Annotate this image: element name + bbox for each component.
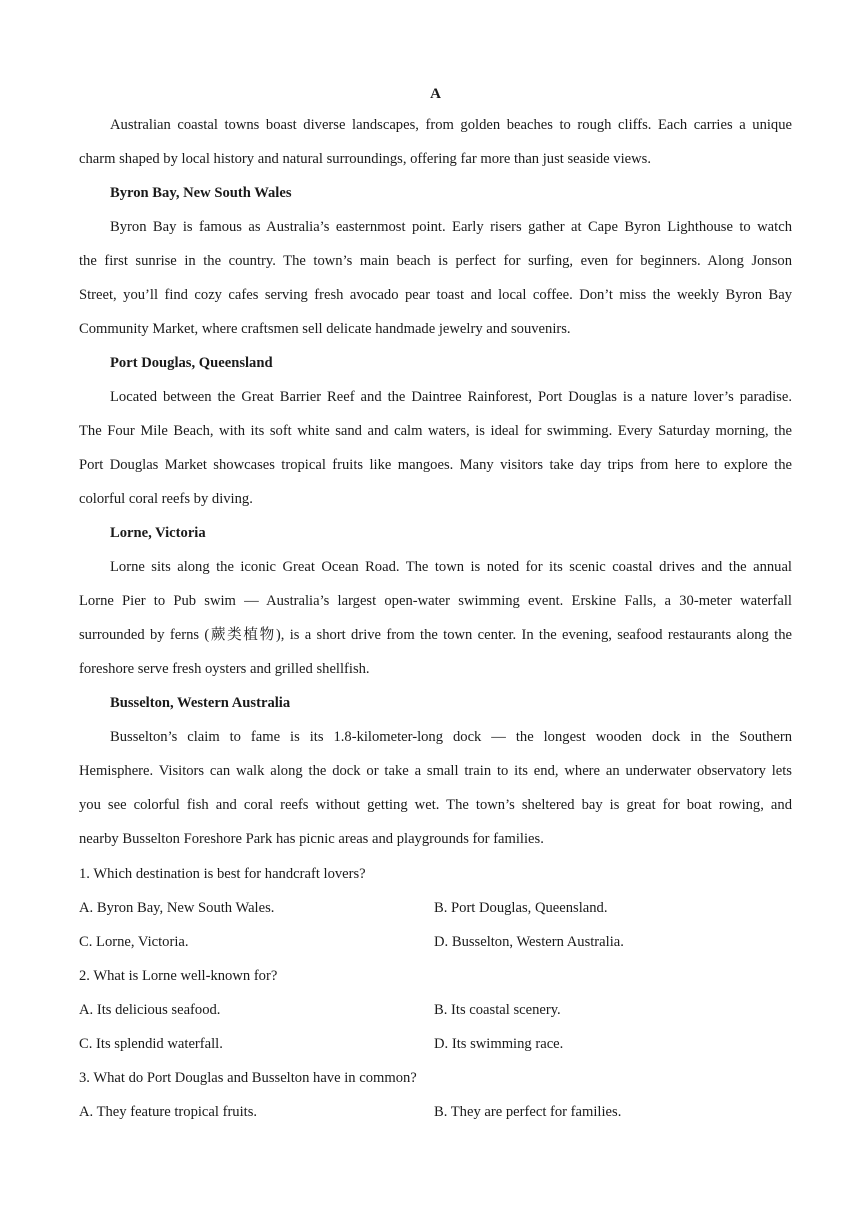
intro-line: Australian coastal towns boast diverse landscapes, from golden beaches to rough cliffs. Each carries a unique	[110, 117, 792, 133]
answer-option: A. They feature tropical fruits.	[79, 1104, 258, 1120]
paragraph-line: surrounded by ferns (蕨类植物), is a short drive from the town center. In the evening, seafood restaurants along the	[79, 627, 792, 643]
answer-option: D. Its swimming race.	[434, 1036, 564, 1052]
section-heading: Busselton, Western Australia	[110, 695, 291, 711]
paragraph-line: Street, you’ll find cozy cafes serving fresh avocado pear toast and local coffee. Don’t miss the weekly Byron Bay	[79, 287, 792, 303]
passage-label: A	[430, 86, 441, 102]
answer-option: A. Byron Bay, New South Wales.	[79, 900, 275, 916]
answer-option: B. Port Douglas, Queensland.	[434, 900, 608, 916]
answer-option: B. They are perfect for families.	[434, 1104, 622, 1120]
paragraph-line: Busselton’s claim to fame is its 1.8-kilometer-long dock — the longest wooden dock in the Southern	[110, 729, 792, 745]
answer-option: A. Its delicious seafood.	[79, 1002, 221, 1018]
answer-option: D. Busselton, Western Australia.	[434, 934, 624, 950]
section-heading: Port Douglas, Queensland	[110, 355, 273, 371]
paragraph-line: The Four Mile Beach, with its soft white sand and calm waters, is ideal for swimming. Every Saturday morning, the	[79, 423, 792, 439]
answer-option: B. Its coastal scenery.	[434, 1002, 561, 1018]
intro-line: charm shaped by local history and natural surroundings, offering far more than just seaside views.	[79, 151, 651, 167]
paragraph-line: Byron Bay is famous as Australia’s easternmost point. Early risers gather at Cape Byron Lighthouse to watch	[110, 219, 792, 235]
section-heading: Lorne, Victoria	[110, 525, 206, 541]
paragraph-line: colorful coral reefs by diving.	[79, 491, 253, 507]
paragraph-line: you see colorful fish and coral reefs without getting wet. The town’s sheltered bay is great for boat rowing, and	[79, 797, 792, 813]
paragraph-line: Lorne sits along the iconic Great Ocean Road. The town is noted for its scenic coastal drives and the annual	[110, 559, 792, 575]
section-heading: Byron Bay, New South Wales	[110, 185, 292, 201]
question-stem: 2. What is Lorne well-known for?	[79, 968, 278, 984]
paragraph-line: foreshore serve fresh oysters and grilled shellfish.	[79, 661, 370, 677]
paragraph-line: Hemisphere. Visitors can walk along the dock or take a small train to its end, where an underwater observatory lets	[79, 763, 792, 779]
question-stem: 1. Which destination is best for handcraft lovers?	[79, 866, 366, 882]
paragraph-line: Port Douglas Market showcases tropical fruits like mangoes. Many visitors take day trips from here to explore the	[79, 457, 792, 473]
paragraph-line: Community Market, where craftsmen sell delicate handmade jewelry and souvenirs.	[79, 321, 571, 337]
paragraph-line: Located between the Great Barrier Reef and the Daintree Rainforest, Port Douglas is a nature lover’s paradise.	[110, 389, 792, 405]
paragraph-line: the first sunrise in the country. The town’s main beach is perfect for surfing, even for beginners. Along Jonson	[79, 253, 792, 269]
question-stem: 3. What do Port Douglas and Busselton have in common?	[79, 1070, 417, 1086]
answer-option: C. Its splendid waterfall.	[79, 1036, 223, 1052]
answer-option: C. Lorne, Victoria.	[79, 934, 189, 950]
paragraph-line: nearby Busselton Foreshore Park has picnic areas and playgrounds for families.	[79, 831, 544, 847]
paragraph-line: Lorne Pier to Pub swim — Australia’s largest open-water swimming event. Erskine Falls, a 30-meter waterfall	[79, 593, 792, 609]
